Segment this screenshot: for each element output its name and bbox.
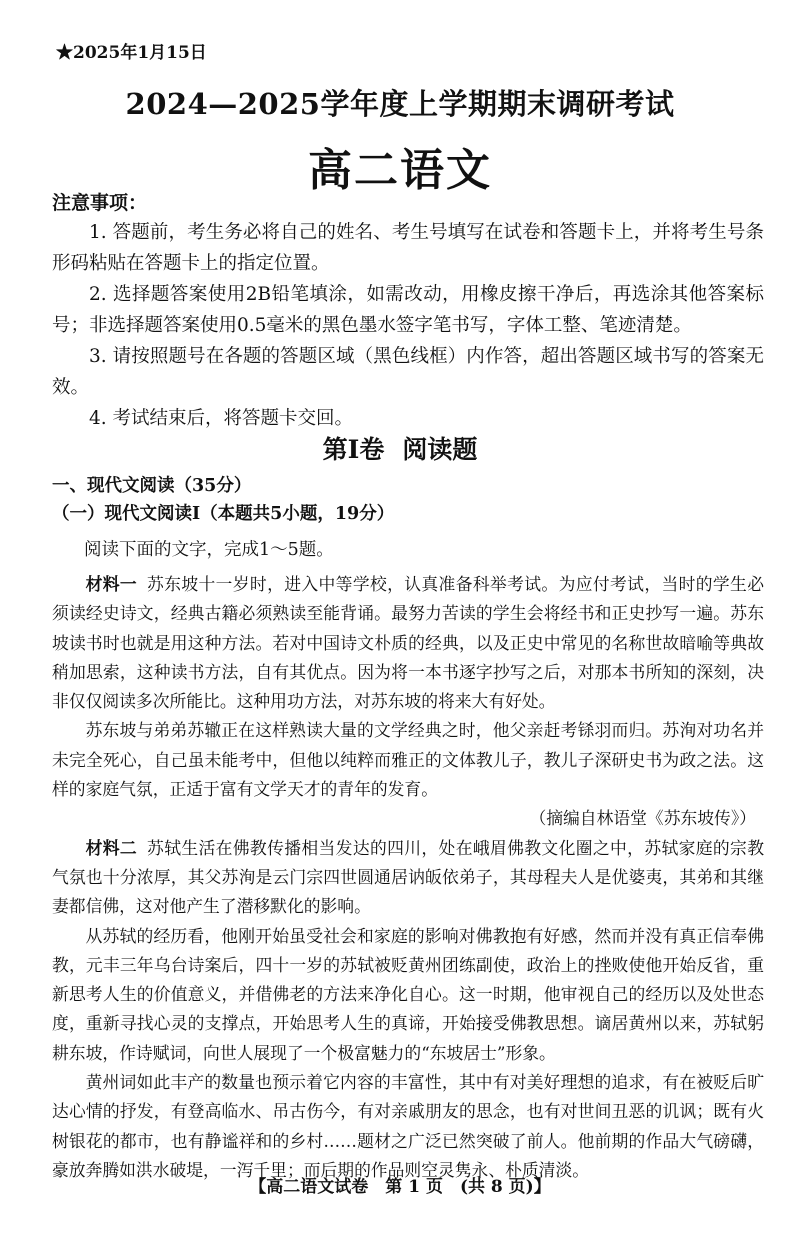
material-one-source: （摘编自林语堂《苏东坡传》） <box>529 808 756 829</box>
notice-item: 1. 答题前，考生务必将自己的姓名、考生号填写在试卷和答题卡上，并将考生号条形码粘贴在答题卡上的指定位置。 <box>52 222 764 274</box>
notice-list <box>52 217 764 434</box>
section-name: 阅读题 <box>402 435 478 464</box>
material-one-text: 苏东坡十一岁时，进入中等学校，认真准备科举考试。为应付考试，当时的学生必须读经史诗文，经典古籍必须熟读至能背诵。最努力苦读的学生会将经书和正史抄写一遍。苏东坡读书时也就是用这种方法。若对中国诗文朴质的经典，以及正史中常见的名称世故暗喻等典故稍加思索，这种读书方法，自有其优点。因为将一本书逐字抄写之后，对那本书所知的深刻，决非仅仅阅读多次所能比。这种用功方法，对苏东坡的将来大有好处。 <box>52 574 764 712</box>
section-volume: 第Ⅰ卷 <box>322 435 385 464</box>
subject-title: 高二语文 <box>308 145 492 196</box>
notice-item: 3. 请按照题号在各题的答题区域（黑色线框）内作答，超出答题区域书写的答案无效。 <box>52 346 764 398</box>
material-one-label: 材料一 <box>85 574 138 594</box>
part-heading: 一、现代文阅读（35分） <box>52 476 252 496</box>
reading-materials <box>52 570 764 1185</box>
material-two-label: 材料二 <box>85 837 138 858</box>
page-footer: 【高二语文试卷 第 1 页 (共 8 页)】 <box>249 1177 551 1197</box>
exam-date: ★2025年1月15日 <box>56 43 207 63</box>
material-two-paragraph <box>52 834 764 922</box>
notice-item: 2. 选择题答案使用2B铅笔填涂，如需改动，用橡皮擦干净后，再选涂其他答案标号；非选择题答案使用0.5毫米的黑色墨水签字笔书写，字体工整、笔迹清楚。 <box>52 284 764 336</box>
notice-heading: 注意事项： <box>52 192 148 214</box>
material-two-paragraph: 黄州词如此丰产的数量也预示着它内容的丰富性，其中有对美好理想的追求，有在被贬后旷达心情的抒发，有登高临水、吊古伤今，有对亲戚朋友的思念，也有对世间丑恶的讥讽；既有火树银花的都市，也有静谧祥和的乡村……题材之广泛已然突破了前人。他前期的作品大气磅礴，豪放奔腾如洪水破堤，一泻千里；而后期的作品则空灵隽永、朴质清淡。 <box>52 1072 764 1180</box>
reading-instruction: 阅读下面的文字，完成1～5题。 <box>84 540 334 560</box>
notice-item: 4. 考试结束后，将答题卡交回。 <box>89 408 354 429</box>
exam-title: 2024—2025学年度上学期期末调研考试 <box>125 87 675 121</box>
material-two-paragraph: 从苏轼的经历看，他刚开始虽受社会和家庭的影响对佛教抱有好感，然而并没有真正信奉佛教，元丰三年乌台诗案后，四十一岁的苏轼被贬黄州团练副使，政治上的挫败使他开始反省，重新思考人生的价值意义，并借佛老的方法来净化自心。这一时期，他审视自己的经历以及处世态度，重新寻找心灵的支撑点，开始思考人生的真谛，开始接受佛教思想。谪居黄州以来，苏轼躬耕东坡，作诗赋词，向世人展现了一个极富魅力的“东坡居士”形象。 <box>52 925 764 1063</box>
material-one-paragraph: 苏东坡与弟弟苏辙正在这样熟读大量的文学经典之时，他父亲赶考铩羽而归。苏洵对功名并未完全死心，自己虽未能考中，但他以纯粹而雅正的文体教儿子，教儿子深研史书为政之法。这样的家庭气氛，正适于富有文学天才的青年的发育。 <box>52 720 764 800</box>
sub-heading: （一）现代文阅读Ⅰ（本题共5小题，19分） <box>52 504 395 524</box>
section-title <box>0 430 800 466</box>
material-one-paragraph <box>52 570 764 716</box>
material-two-text: 苏轼生活在佛教传播相当发达的四川，处在峨眉佛教文化圈之中，苏轼家庭的宗教气氛也十分浓厚，其父苏洵是云门宗四世圆通居讷皈依弟子，其母程夫人是优婆夷，其弟和其继妻都信佛，这对他产生了潜移默化的影响。 <box>52 837 764 917</box>
